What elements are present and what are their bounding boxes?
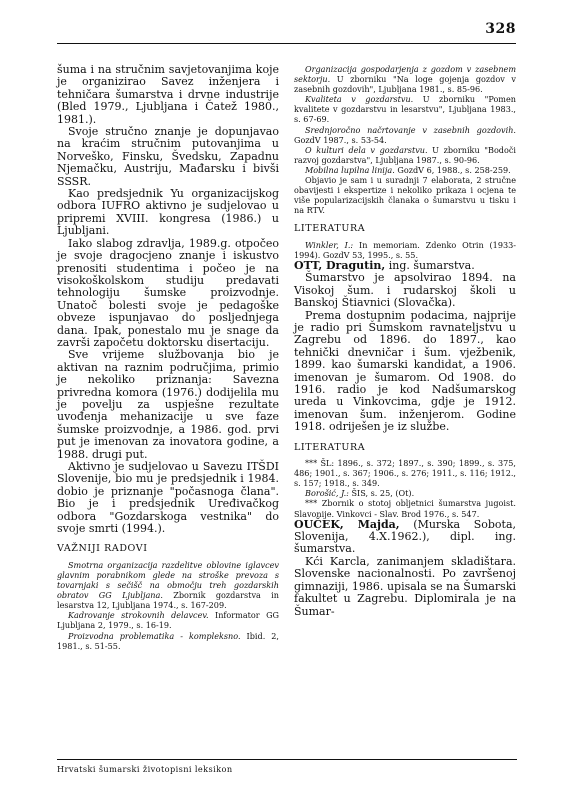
body-paragraph: Prema dostupnim podacima, najprije je radio pri Šumskom ravnateljstvu u Zagrebu od 1896. do 1897., kao tehnički dnevničar i šum. vježbenik, 1899. kao šumarski kandidat, a 1906. imenovan je šumarom. Od 1908. do 1916. radio je kod Nadšumarskog ureda u Vinkovcima, gdje je 1912. imenovan šum. inženjerom. Godine 1918. odriješen je iz službe. bbox=[294, 308, 516, 434]
body-paragraph: Aktivno je sudjelovao u Savezu ITŠDI Slovenije, bio mu je predsjednik i 1984. dobio je priznanje "počasnoga člana". Bio je i predsjednik Uređivačkog odbora "Gozdarskoga vestnika" do svoje smrti (1994.). bbox=[57, 460, 279, 536]
work-title: Kvaliteta v gozdarstvu. bbox=[305, 94, 414, 105]
literature-heading: LITERATURA bbox=[294, 223, 366, 235]
literature-source: In memoriam. Zdenko Otrin (1933-1994). GozdV 53, 1995., s. 55. bbox=[294, 239, 517, 260]
work-item bbox=[57, 631, 279, 651]
literature-author: *** bbox=[305, 498, 318, 509]
work-title: Mobilna lupilna linija. bbox=[305, 164, 395, 175]
body-paragraph: šuma i na stručnim savjetovanjima koje je organizirao Savez inženjera i tehničara šumarstva i drvne industrije (Bled 1979., Ljubljana i Čatež 1980., 1981.). bbox=[57, 63, 279, 126]
entry-name: OUČEK, Majda, bbox=[294, 517, 400, 531]
work-item bbox=[294, 145, 516, 165]
body-paragraph: Sve vrijeme službovanja bio je aktivan na raznim područjima, primio je nekoliko priznanja: Savezna privredna komora (1976.) dodijelila mu je povelju za uspješne rezultate uvođenja mehanizacije u sve faze šumske proizvodnje, a 1986. god. prvi put je imenovan za inovatora godine, a 1988. drugi put. bbox=[57, 348, 279, 461]
work-source: U zborniku "Bodoči razvoj gozdarstva", Ljubljana 1987., s. 90-96. bbox=[294, 144, 516, 165]
literature-list bbox=[294, 240, 516, 260]
work-item bbox=[57, 610, 279, 630]
work-title: Organizacija gospodarjenja z gozdom v zasebnem sektorju. bbox=[294, 64, 516, 85]
entry-descriptor: ing. šumarstva. bbox=[385, 259, 475, 272]
literature-item bbox=[294, 458, 516, 488]
work-source: U zborniku "Pomen kvalitete v gozdarstvu in lesarstvu", Ljubljana 1983., s. 67-69. bbox=[294, 94, 516, 125]
work-source: GozdV 6, 1988., s. 258-259. bbox=[394, 164, 511, 175]
left-column bbox=[57, 64, 279, 651]
literature-item bbox=[294, 498, 516, 518]
literature-list bbox=[294, 458, 516, 519]
literature-source: Zbornik o stotoj obljetnici šumarstva jugoist. Slavonije. Vinkovci - Slav. Brod 1976., s. 547. bbox=[294, 498, 516, 519]
entry-heading-oucek bbox=[294, 519, 516, 556]
body-paragraph: Kao predsjednik Yu organizacijskog odbora IUFRO aktivno je sudjelovao u pripremi XVIII. kongresa (1986.) u Ljubljani. bbox=[57, 187, 279, 238]
right-column bbox=[294, 64, 516, 618]
works-note bbox=[294, 175, 516, 215]
work-source: U zborniku "Na loge gojenja gozdov v zasebnih gozdovih", Ljubljana 1981., s. 85-96. bbox=[294, 74, 516, 95]
literature-author: Borošić, J.: bbox=[305, 488, 349, 499]
body-paragraph: Svoje stručno znanje je dopunjavao na kraćim stručnim putovanjima u Norveško, Finsku, Švedsku, Zapadnu Njemačku, Austriju, Mađarsku i bivši SSSR. bbox=[57, 125, 279, 188]
work-item bbox=[294, 125, 516, 145]
entry-descriptor: (Murska Sobota, Slovenija, 4.X.1962.), dipl. ing. šumarstva. bbox=[294, 517, 516, 556]
works-list-continued bbox=[294, 64, 516, 215]
work-title: Kadrovanje strokovnih delavcev. bbox=[68, 610, 209, 621]
work-item bbox=[57, 560, 279, 610]
work-title: Proizvodna problematika - kompleksno. bbox=[68, 630, 241, 641]
work-source: Informator GG Ljubljana 2, 1979., s. 16-19. bbox=[57, 610, 280, 631]
work-item bbox=[294, 64, 516, 94]
literature-item bbox=[294, 240, 516, 260]
work-title: Smotrna organizacija razdelitve oblovine iglavcev glavnim porabnikom glede na stroške prevoza s tovarnjaki s sečišč na območju treh gozdarskih obratov GG Ljubljana. bbox=[57, 559, 279, 601]
work-source: GozdV 1987., s. 53-54. bbox=[294, 134, 387, 145]
footer-title: Hrvatski šumarski životopisni leksikon bbox=[57, 759, 517, 774]
work-title: Srednjoročno načrtovanje v zasebnih gozdovih. bbox=[305, 124, 516, 135]
body-paragraph: Iako slabog zdravlja, 1989.g. otpočeo je svoje dragocjeno znanje i iskustvo prenositi studentima i počeo je na visokoškolskom studiju predavati tehnologiju šumske proizvodnje. Unatoč bolesti svoje je pedagoške obveze ispunjavao do posljednjega dana. Ipak, ponestalo mu je snage da završi započetu doktorsku disertaciju. bbox=[57, 236, 279, 349]
literature-source: ŠIS, s. 25, (Ot). bbox=[348, 488, 415, 499]
work-item bbox=[294, 94, 516, 124]
literature-author: *** bbox=[305, 458, 318, 469]
work-title: O kulturi dela v gozdarstvu. bbox=[305, 144, 428, 155]
literature-item bbox=[294, 488, 516, 498]
body-paragraph: Kći Karcla, zanimanjem skladištara. Slovenske nacionalnosti. Po završenoj gimnaziji, 1986. upisala se na Šumarski fakultet u Zagrebu. Diplomirala je na Šumar- bbox=[294, 554, 516, 618]
literature-source: ŠL: 1896., s. 372; 1897., s. 390; 1899., s. 375, 486; 1901., s. 367; 1906., s. 276; 1911., s. 116; 1912., s. 157; 1918., s. 349. bbox=[294, 458, 516, 489]
page-number: 328 bbox=[485, 21, 516, 37]
entry-name: OTT, Dragutin, bbox=[294, 259, 386, 272]
literature-author: Winkler, I.: bbox=[305, 239, 354, 250]
work-item bbox=[294, 165, 516, 175]
works-list bbox=[57, 560, 279, 651]
literature-heading: LITERATURA bbox=[294, 441, 366, 453]
work-source: Ibid. 2, 1981., s. 51-55. bbox=[57, 630, 279, 651]
work-source: Zbornik gozdarstva in lesarstva 12, Ljubljana 1974., s. 167-209. bbox=[57, 590, 279, 611]
works-note-text: Objavio je sam i u suradnji 7 elaborata, 2 stručne obavijesti i ekspertize i nekoliko prikaza i ocjena te više popularizacijskih članaka o šumarstvu u tisku i na RTV. bbox=[294, 175, 516, 216]
works-heading: VAŽNIJI RADOVI bbox=[57, 543, 148, 555]
header-rule bbox=[57, 43, 516, 44]
body-paragraph: Šumarstvo je apsolvirao 1894. na Visokoj šum. i rudarskoj školi u Banskoj Štiavnici (Slovačka). bbox=[294, 271, 516, 310]
